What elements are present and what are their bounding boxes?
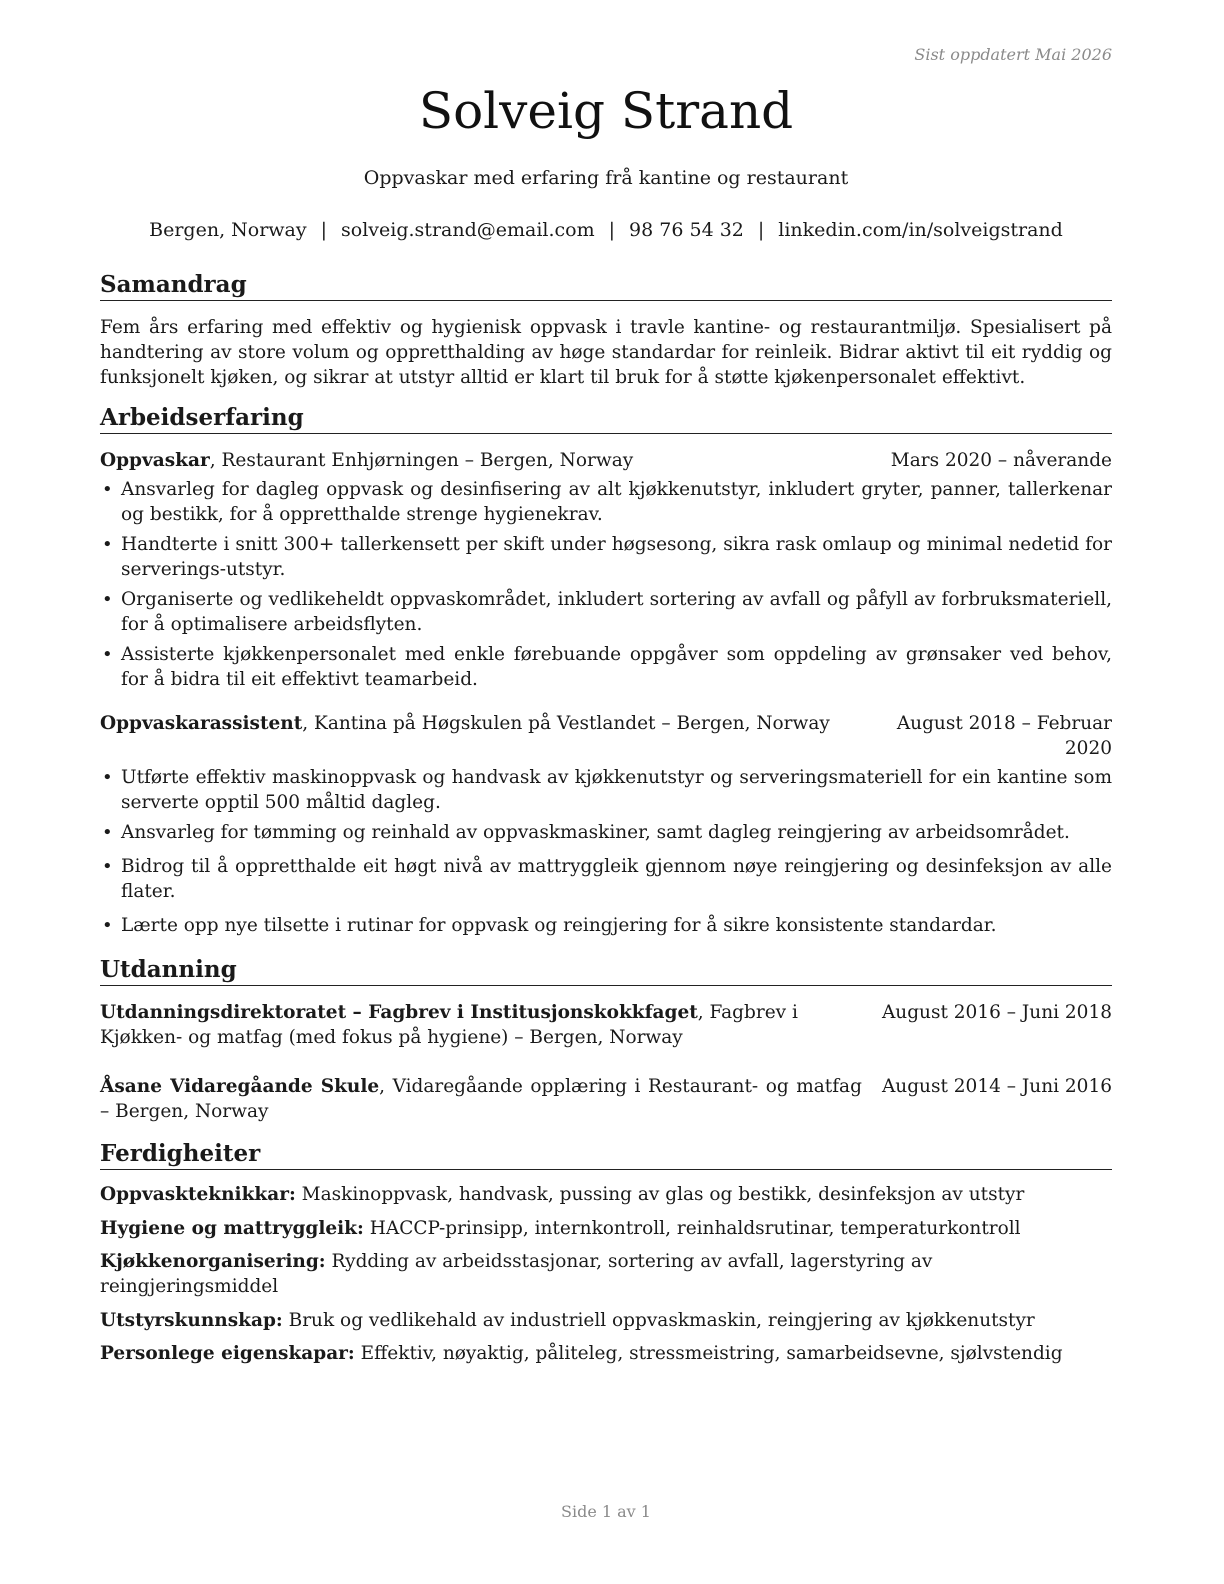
resume-page	[100, 0, 1112, 1584]
job-bullets	[100, 765, 1112, 938]
bullet-icon: •	[102, 856, 113, 877]
bullet-icon: •	[102, 767, 113, 788]
skill-label: Oppvaskteknikkar:	[100, 1184, 296, 1205]
job-dates: August 2018 – Februar 2020	[896, 713, 1112, 759]
job-dates: Mars 2020 – nåverande	[890, 450, 1112, 471]
last-updated: Sist oppdatert Mai 2026	[914, 45, 1112, 64]
job-bullet: • Ansvarleg for tømming og reinhald av oppvaskmaskiner, samt dagleg reingjering av arbeidsområdet.	[102, 822, 1070, 843]
job-header	[100, 711, 1112, 761]
contact-line	[100, 219, 1112, 241]
skill-value: Rydding av arbeidsstasjonar, sortering av avfall, lagerstyring av reingjeringsmiddel	[100, 1251, 933, 1297]
skills-list	[100, 1182, 1112, 1366]
candidate-name: Solveig Strand	[418, 82, 794, 140]
job-bullet: • Lærte opp nye tilsette i rutinar for oppvask og reingjering for å sikre konsistente standardar.	[102, 915, 997, 936]
job-bullet: • Organiserte og vedlikeheldt oppvaskområdet, inkludert sortering av avfall og påfyll av forbruksmateriell, for å optimalisere arbeidsflyten.	[102, 589, 1112, 635]
contact-linkedin[interactable]: linkedin.com/in/solveigstrand	[778, 219, 1063, 241]
job-role: Oppvaskarassistent	[100, 713, 303, 734]
section-title-skills: Ferdigheiter	[100, 1140, 1112, 1170]
job-place: , Restaurant Enhjørningen – Bergen, Norway	[209, 450, 634, 471]
education-entry	[100, 1074, 1112, 1124]
skill-label: Hygiene og mattryggleik:	[100, 1217, 364, 1239]
skill-value: Effektiv, nøyaktig, påliteleg, stressmeistring, samarbeidsevne, sjølvstendig	[360, 1343, 1063, 1364]
section-title-summary: Samandrag	[100, 271, 1112, 301]
skill-value: Bruk og vedlikehald av industriell oppvaskmaskin, reingjering av kjøkkenutstyr	[288, 1309, 1035, 1331]
education-dates: August 2016 – Juni 2018	[881, 1002, 1112, 1023]
contact-phone: 98 76 54 32	[629, 219, 744, 241]
job-bullet: • Ansvarleg for dagleg oppvask og desinfisering av alt kjøkkenutstyr, inkludert gryter, panner, tallerkenar og bestikk, for å oppretthalde strenge hygienekrav.	[102, 479, 1112, 525]
resume-content	[100, 271, 1112, 1375]
education-detail: , Fagbrev i Kjøkken- og matfag (med fokus på hygiene) – Bergen, Norway	[100, 1002, 798, 1048]
job-bullet: • Assisterte kjøkkenpersonalet med enkle førebuande oppgåver som oppdeling av grønsaker ved behov, for å bidra til eit effektivt teamarbeid.	[102, 644, 1112, 690]
job-bullet: • Bidrog til å oppretthalde eit høgt nivå av mattryggleik gjennom nøye reingjering og desinfeksjon av alle flater.	[102, 856, 1112, 902]
skill-value: HACCP-prinsipp, internkontroll, reinhaldsrutinar, temperaturkontroll	[369, 1217, 1021, 1239]
contact-separator: |	[608, 219, 616, 241]
contact-separator: |	[320, 219, 328, 241]
education-entry	[100, 1000, 1112, 1050]
bullet-icon: •	[102, 822, 113, 843]
job-place: , Kantina på Høgskulen på Vestlandet – Bergen, Norway	[302, 713, 830, 734]
contact-separator: |	[757, 219, 765, 241]
skill-label: Kjøkkenorganisering:	[100, 1251, 326, 1272]
bullet-icon: •	[102, 644, 113, 665]
summary-text: Fem års erfaring med effektiv og hygienisk oppvask i travle kantine- og restaurantmiljø. Spesialisert på handtering av store volum og oppretthalding av høge standardar for reinleik. Bidrar aktivt til eit ryddig og funksjonelt kjøken, og sikrar at utstyr alltid er klart til bruk for å støtte kjøkenpersonalet effektivt.	[100, 317, 1112, 388]
job-entry	[100, 448, 1112, 692]
job-bullets	[100, 477, 1112, 692]
job-bullet: • Utførte effektiv maskinoppvask og handvask av kjøkkenutstyr og serveringsmateriell for ein kantine som serverte opptil 500 måltid dagleg.	[102, 767, 1112, 813]
education-dates: August 2014 – Juni 2016	[881, 1076, 1112, 1097]
skill-value: Maskinoppvask, handvask, pussing av glas og bestikk, desinfeksjon av utstyr	[301, 1184, 1025, 1205]
education-detail: , Vidaregåande opplæring i Restaurant- og matfag – Bergen, Norway	[100, 1076, 862, 1122]
job-header	[100, 448, 1112, 473]
job-bullet: • Handterte i snitt 300+ tallerkensett per skift under høgsesong, sikra rask omlaup og minimal nedetid for serverings-utstyr.	[102, 534, 1112, 580]
skill-label: Personlege eigenskapar:	[100, 1343, 355, 1364]
education-school: Utdanningsdirektoratet – Fagbrev i Institusjonskokkfaget	[100, 1002, 698, 1023]
bullet-icon: •	[102, 589, 113, 610]
skill-label: Utstyrskunnskap:	[100, 1309, 283, 1331]
page-number: Side 1 av 1	[561, 1502, 651, 1521]
education-school: Åsane Vidaregåande Skule	[100, 1076, 380, 1097]
contact-email[interactable]: solveig.strand@email.com	[341, 219, 595, 241]
skill-row	[100, 1341, 1112, 1366]
job-role: Oppvaskar	[100, 450, 210, 471]
section-title-education: Utdanning	[100, 956, 1112, 986]
skill-row	[100, 1308, 1112, 1333]
bullet-icon: •	[102, 915, 113, 936]
bullet-icon: •	[102, 479, 113, 500]
job-entry	[100, 711, 1112, 938]
contact-location: Bergen, Norway	[149, 219, 307, 241]
bullet-icon: •	[102, 534, 113, 555]
skill-row	[100, 1182, 1112, 1207]
candidate-tagline: Oppvaskar med erfaring frå kantine og restaurant	[363, 167, 849, 189]
skill-row	[100, 1216, 1112, 1241]
section-title-experience: Arbeidserfaring	[100, 404, 1112, 434]
skill-row	[100, 1249, 1112, 1299]
